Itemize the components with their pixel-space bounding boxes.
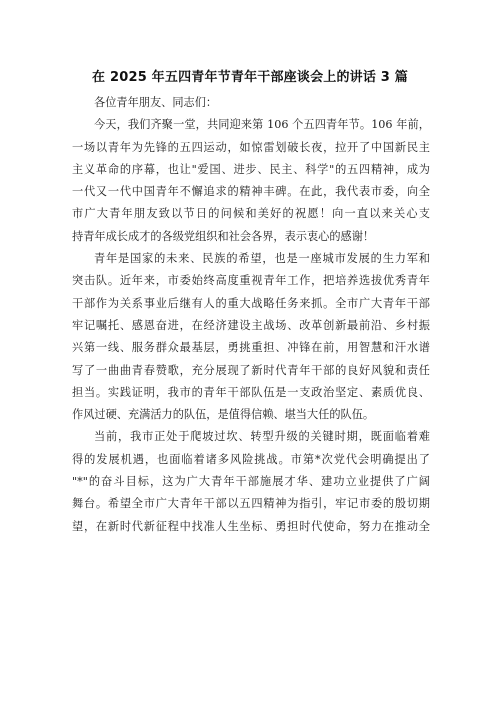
- text-line: 主义革命的序幕，也让"爱国、进步、民主、科学"的五四精神，成为: [72, 162, 430, 176]
- text-line: 兴第一线、服务群众最基层，勇挑重担、冲锋在前，用智慧和汗水谱: [72, 341, 430, 355]
- text-line: 舞台。希望全市广大青年干部以五四精神为指引，牢记市委的殷切期: [72, 497, 430, 511]
- text-line: 一代又一代中国青年不懈追求的精神丰碑。在此，我代表市委，向全: [72, 185, 430, 199]
- text-line: 一场以青年为先锋的五四运动，如惊雷划破长夜，拉开了中国新民主: [72, 140, 430, 154]
- text-line: 作风过硬、充满活力的队伍，是值得信赖、堪当大任的队伍。: [72, 408, 375, 422]
- paragraph-2: [72, 248, 430, 426]
- text-line: 今天，我们齐聚一堂，共同迎来第 106 个五四青年节。106 年前，: [94, 118, 430, 132]
- text-line: 望，在新时代新征程中找准人生坐标、勇担时代使命，努力在推动全: [72, 519, 430, 533]
- greeting-line: 各位青年朋友、同志们：: [94, 96, 218, 109]
- text-line: 牢记嘱托、感恩奋进，在经济建设主战场、改革创新最前沿、乡村振: [72, 318, 430, 332]
- text-line: 市广大青年朋友致以节日的问候和美好的祝愿！向一直以来关心支: [72, 207, 430, 221]
- document-body: [72, 92, 430, 538]
- text-line: 担当。实践证明，我市的青年干部队伍是一支政治坚定、素质优良、: [72, 385, 430, 399]
- greeting: [72, 92, 430, 114]
- text-line: 突击队。近年来，市委始终高度重视青年工作，把培养选拔优秀青年: [72, 274, 430, 288]
- paragraph-1: [72, 114, 430, 248]
- text-line: 青年是国家的未来、民族的希望，也是一座城市发展的生力军和: [94, 252, 430, 266]
- text-line: "*"的奋斗目标，这为广大青年干部施展才华、建功立业提供了广阔: [72, 475, 430, 489]
- document-title: 在 2025 年五四青年节青年干部座谈会上的讲话 3 篇: [92, 70, 408, 85]
- text-line: 得的发展机遇，也面临着诸多风险挑战。市第*次党代会明确提出了: [72, 452, 430, 466]
- paragraph-3: [72, 426, 430, 537]
- text-line: 干部作为关系事业后继有人的重大战略任务来抓。全市广大青年干部: [72, 296, 430, 310]
- text-line: 写了一曲曲青春赞歌，充分展现了新时代青年干部的良好风貌和责任: [72, 363, 430, 377]
- text-line: 持青年成长成才的各级党组织和社会各界，表示衷心的感谢！: [72, 229, 375, 243]
- text-line: 当前，我市正处于爬坡过坎、转型升级的关键时期，既面临着难: [94, 430, 430, 444]
